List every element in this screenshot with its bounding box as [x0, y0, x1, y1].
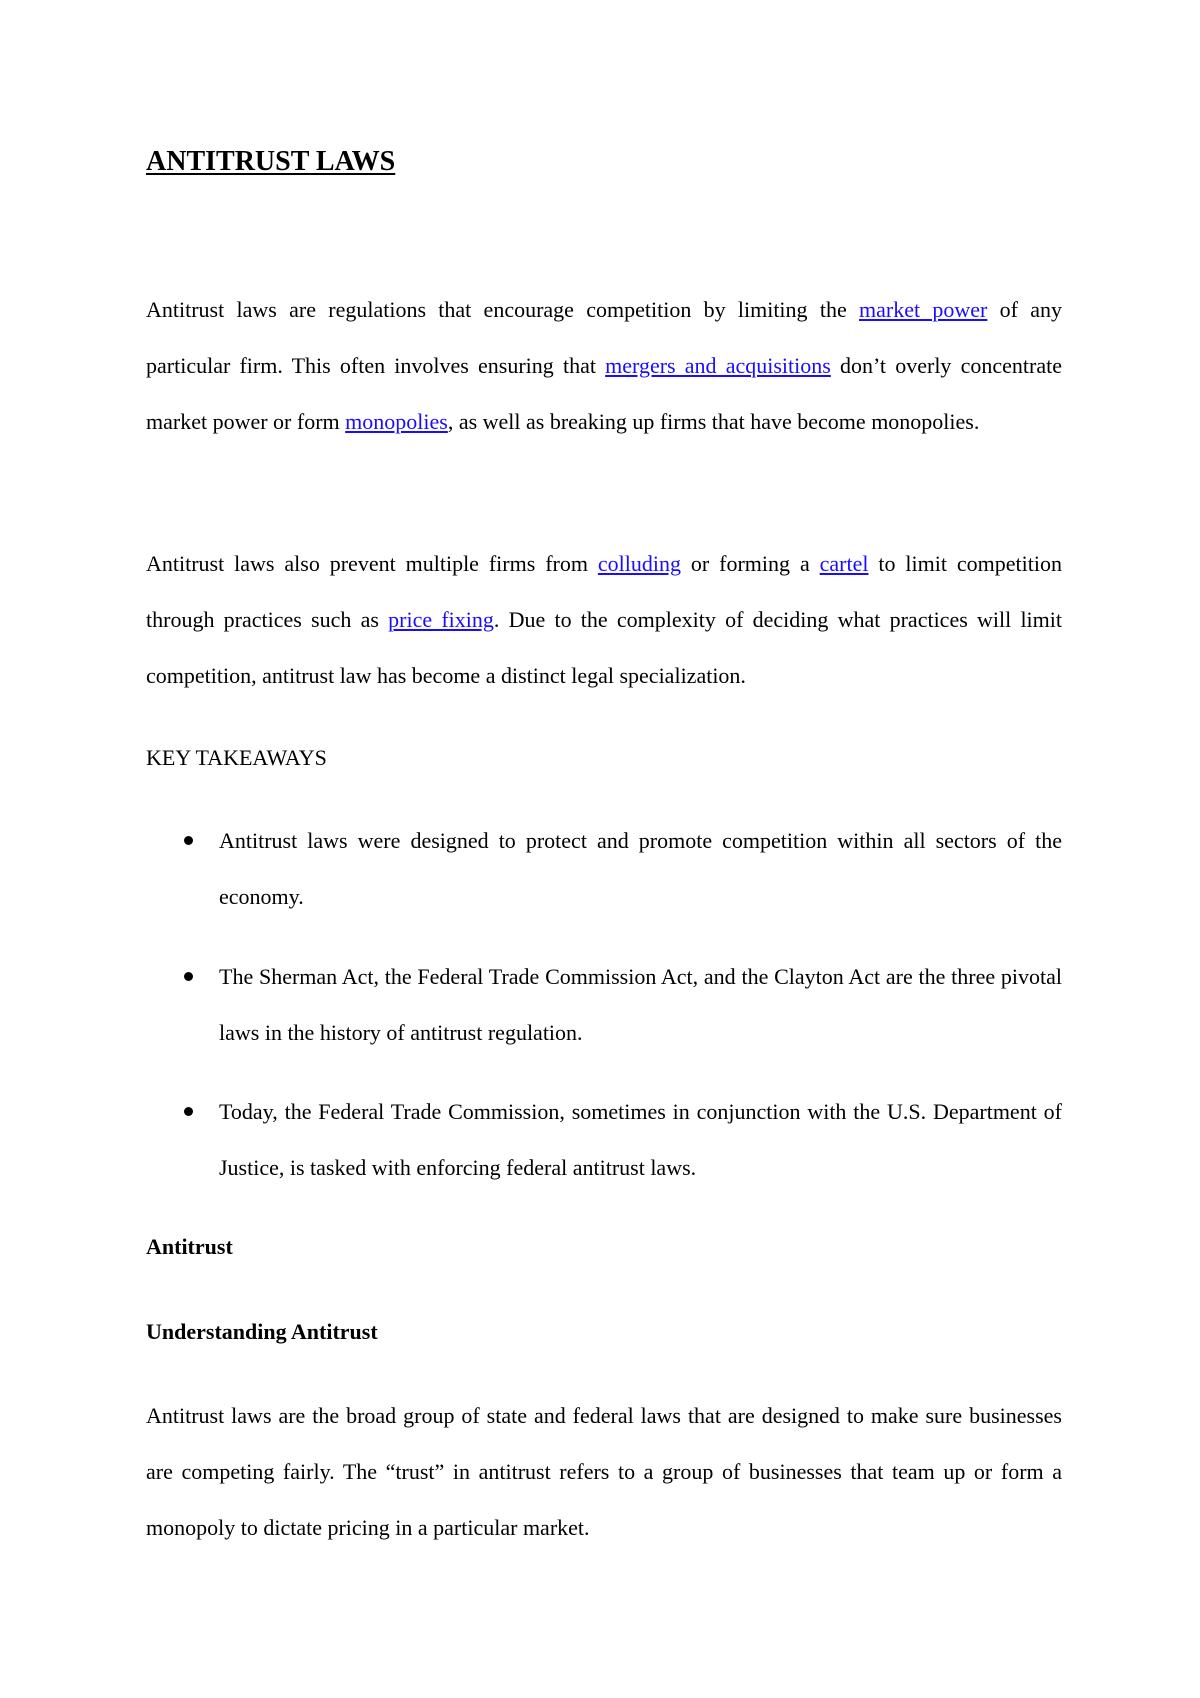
takeaway-text: Today, the Federal Trade Commission, sometimes in conjunction with the U.S. Department of Justice, is tasked with enforcing federal antitrust laws. [219, 1099, 1062, 1180]
understanding-paragraph: Antitrust laws are the broad group of state and federal laws that are designed to make sure businesses are competing fairly. The “trust” in antitrust refers to a group of businesses that team up or form a monopoly to dictate pricing in a particular market. [146, 1403, 1062, 1540]
subsection-heading: Understanding Antitrust [146, 1319, 378, 1344]
collusion-paragraph [146, 536, 1062, 704]
intro-text-1: Antitrust laws are regulations that encourage competition by limiting the [146, 297, 859, 322]
intro-paragraph [146, 282, 1062, 450]
link-colluding[interactable]: colluding [597, 551, 681, 576]
key-takeaways-heading: KEY TAKEAWAYS [146, 745, 327, 770]
link-mergers-and-acquisitions[interactable]: mergers and acquisitions [605, 353, 831, 378]
collusion-text-1: Antitrust laws also prevent multiple firms from [146, 551, 598, 576]
document-title: ANTITRUST LAWS [146, 146, 396, 177]
bullet-icon [184, 836, 193, 845]
intro-text-2: of any particular firm. This often involves ensuring that [146, 297, 1062, 378]
link-cartel[interactable]: cartel [819, 551, 869, 576]
takeaway-text: The Sherman Act, the Federal Trade Commission Act, and the Clayton Act are the three pivotal laws in the history of antitrust regulation. [219, 964, 1062, 1045]
collusion-text-3: to limit competition through practices such as [146, 551, 1062, 632]
collusion-text-2: or forming a [681, 551, 820, 576]
link-monopolies[interactable]: monopolies [345, 409, 448, 434]
section-heading: Antitrust [146, 1234, 233, 1259]
bullet-icon [184, 972, 193, 981]
takeaway-text: Antitrust laws were designed to protect and promote competition within all sectors of the economy. [219, 828, 1062, 909]
bullet-icon [184, 1107, 193, 1116]
collusion-text-4: . Due to the complexity of deciding what practices will limit competition, antitrust law has become a distinct legal specialization. [146, 607, 1062, 688]
intro-text-3: don’t overly concentrate market power or form [146, 353, 1062, 434]
intro-text-4: , as well as breaking up firms that have become monopolies. [447, 409, 980, 434]
link-market-power[interactable]: market power [859, 297, 988, 322]
link-price-fixing[interactable]: price fixing [388, 607, 494, 632]
